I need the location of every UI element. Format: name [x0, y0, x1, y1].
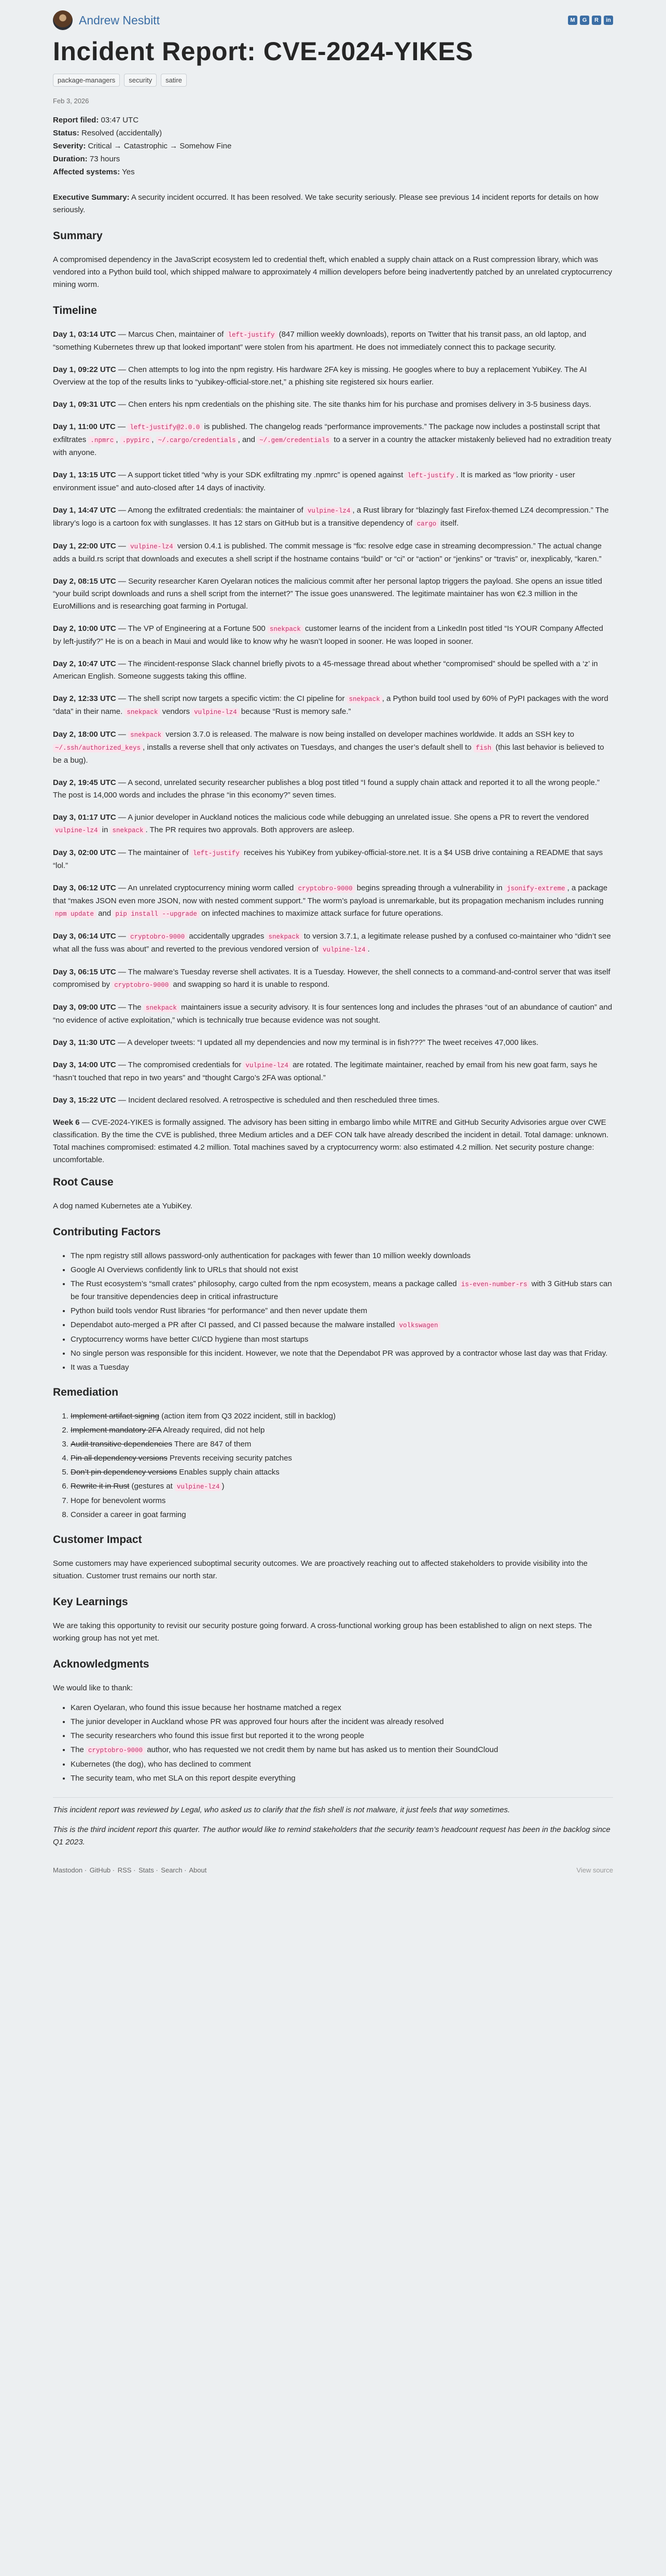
inline-code: vulpine-lz4: [128, 543, 175, 551]
linkedin-icon[interactable]: in: [604, 16, 613, 25]
timeline-timestamp: Day 3, 06:14 UTC: [53, 932, 116, 941]
acknowledgment-item: • The cryptobro-9000 author, who has requested we not credit them by name but has asked us to mention their SoundCloud: [71, 1744, 613, 1757]
footer-link-mastodon[interactable]: Mastodon: [53, 1866, 83, 1874]
timeline-entry: Day 1, 22:00 UTC — vulpine-lz4 version 0.4.1 is published. The commit message is “fix: resolve edge case in streaming decompression.” The actual change adds a build.rs script that downloads and executes a shell script if the hostname contains “build” or “ci” or “action” or “jenkins” or “travis” or, inexplicably, “karen.”: [53, 542, 602, 563]
contributing-factors-heading: Contributing Factors: [53, 1226, 161, 1238]
inline-code: left-justify: [191, 849, 242, 858]
inline-code: ~/.gem/credentials: [257, 436, 331, 445]
meta-row: Duration: 73 hours: [53, 155, 120, 163]
timeline-entry: Day 3, 09:00 UTC — The snekpack maintainers issue a security advisory. It is four sentences long and includes the phrases “out of an abundance of caution” and “no evidence of active exploitation,” which is technically true because evidence was not sought.: [53, 1003, 613, 1025]
inline-code: snekpack: [268, 625, 303, 633]
social-links: [568, 16, 613, 25]
timeline-entry: Day 3, 01:17 UTC — A junior developer in Auckland notices the malicious code while debugging an unrelated issue. She opens a PR to revert the vendored vulpine-lz4 in snekpack . The PR requires two approvals. Both approvers are asleep.: [53, 813, 589, 834]
view-source-link[interactable]: View source: [576, 1866, 613, 1874]
inline-code: .npmrc: [88, 436, 116, 445]
timeline-entry: Day 3, 06:15 UTC — The malware’s Tuesday reverse shell activates. It is a Tuesday. However, the shell connects to a command-and-control server that was itself compromised by cryptobro-9000 and swapping so hard it is unable to respond.: [53, 968, 610, 989]
inline-code: is-even-number-rs: [459, 1280, 530, 1289]
inline-code: snekpack: [128, 731, 163, 739]
remediation-item: 3. Audit transitive dependencies There are 847 of them: [71, 1438, 613, 1451]
inline-code: left-justify: [405, 472, 456, 480]
timeline-timestamp: Day 1, 11:00 UTC: [53, 422, 116, 431]
timeline-timestamp: Day 3, 02:00 UTC: [53, 848, 116, 857]
struck-text: Implement mandatory 2FA: [71, 1426, 162, 1435]
inline-code: .pypirc: [120, 436, 152, 445]
timeline-timestamp: Day 3, 11:30 UTC: [53, 1038, 116, 1047]
root-cause-text: A dog named Kubernetes ate a YubiKey.: [53, 1202, 192, 1210]
report-meta: [53, 115, 613, 177]
timeline-entry: Day 2, 10:00 UTC — The VP of Engineering at a Fortune 500 snekpack customer learns of the incident from a LinkedIn post titled “Is YOUR Company Affected by left-justify?” He is on a beach in Maui and would like to know why he wasn’t looped in sooner. He was looped in sooner.: [53, 624, 603, 646]
timeline-entry: Week 6 — CVE-2024-YIKES is formally assigned. The advisory has been sitting in embargo limbo while MITRE and GitHub Security Advisories argue over CWE classification. By the time the CVE is published, three Medium articles and a DEF CON talk have already described the incident in detail. Total damage: unknown. Total machines compromised: estimated 4.2 million. Total machines saved by a cryptocurrency worm: also estimated 4.2 million. Net security posture change: uncomfortable.: [53, 1118, 609, 1164]
timeline-entry: Day 1, 09:31 UTC — Chen enters his npm credentials on the phishing site. The site thanks him for his purchase and promises delivery in 3-5 business days.: [53, 400, 591, 409]
inline-code: vulpine-lz4: [243, 1062, 290, 1070]
page: [53, 0, 613, 1884]
footer-links: Mastodon · GitHub · RSS · Stats · Search · About: [53, 1866, 207, 1874]
site-header: [53, 6, 613, 34]
inline-code: vulpine-lz4: [192, 708, 239, 717]
timeline-timestamp: Day 3, 15:22 UTC: [53, 1096, 116, 1105]
summary-text: A compromised dependency in the JavaScript ecosystem led to credential theft, which enabled a supply chain attack on a Rust compression library, which was vendored into a Python build tool, which shipped malware to approximately 4 million developers before being inadvertently patched by an unrelated cryptocurrency mining worm.: [53, 255, 613, 289]
inline-code: jsonify-extreme: [505, 885, 567, 893]
acknowledgments-intro: We would like to thank:: [53, 1684, 133, 1692]
customer-impact-text: Some customers may have experienced suboptimal security outcomes. We are proactively reaching out to affected stakeholders to provide visibility into the situation. Customer trust remains our north star.: [53, 1559, 588, 1580]
remediation-heading: Remediation: [53, 1386, 119, 1398]
contributing-factor: • The npm registry still allows password-only authentication for packages with fewer than 10 million weekly downloads: [71, 1250, 613, 1262]
contributing-factor: • No single person was responsible for this incident. However, we note that the Dependabot PR was approved by a contractor whose last day was that Friday.: [71, 1347, 613, 1360]
timeline-timestamp: Day 2, 19:45 UTC: [53, 778, 116, 787]
rss-icon[interactable]: R: [592, 16, 601, 25]
footer-link-search[interactable]: Search: [161, 1866, 183, 1874]
contributing-factor: • Google AI Overviews confidently link to URLs that should not exist: [71, 1264, 613, 1276]
remediation-list: [53, 1410, 613, 1521]
acknowledgment-item: • The security team, who met SLA on this report despite everything: [71, 1772, 613, 1785]
timeline-entry: Day 2, 18:00 UTC — snekpack version 3.7.0 is released. The malware is now being installed on developer machines worldwide. It adds an SSH key to ~/.ssh/authorized_keys , installs a reverse shell that only activates on Tuesdays, and changes the user’s default shell to fish (this last behavior is believed to be a bug).: [53, 730, 604, 765]
timeline-timestamp: Day 1, 09:22 UTC: [53, 365, 116, 374]
inline-code: snekpack: [124, 708, 160, 717]
timeline-entry: Day 2, 10:47 UTC — The #incident-response Slack channel briefly pivots to a 45-message thread about whether “compromised” should be spelled with a ‘z’ in American English. Someone suggests taking this offline.: [53, 659, 598, 681]
inline-code: left-justify: [226, 331, 277, 339]
inline-code: left-justify@2.0.0: [128, 423, 202, 432]
timeline-timestamp: Day 1, 13:15 UTC: [53, 471, 116, 479]
timeline: [53, 328, 613, 1166]
site-footer: [53, 1866, 613, 1884]
timeline-entry: Day 3, 02:00 UTC — The maintainer of left-justify receives his YubiKey from yubikey-official-store.net. It is a $4 USB drive containing a README that says “lol.”: [53, 848, 603, 870]
post-date: Feb 3, 2026: [53, 97, 89, 105]
timeline-entry: Day 3, 14:00 UTC — The compromised credentials for vulpine-lz4 are rotated. The legitimate maintainer, reached by email from his new goat farm, says he “hasn’t touched that repo in two years” and “thought Cargo’s 2FA was optional.”: [53, 1060, 598, 1082]
inline-code: snekpack: [347, 695, 382, 704]
inline-code: vulpine-lz4: [321, 946, 368, 954]
footnotes: [53, 1797, 613, 1849]
struck-text: Rewrite it in Rust: [71, 1482, 130, 1491]
executive-summary: Executive Summary: A security incident occurred. It has been resolved. We take security seriously. Please see previous 14 incident reports for details on how seriously.: [53, 193, 599, 214]
inline-code: ~/.cargo/credentials: [156, 436, 238, 445]
footer-link-rss[interactable]: RSS: [117, 1866, 132, 1874]
customer-impact-heading: Customer Impact: [53, 1534, 142, 1546]
acknowledgments-list: [53, 1702, 613, 1785]
contributing-factors-list: [53, 1250, 613, 1374]
contributing-factor: • Dependabot auto-merged a PR after CI passed, and CI passed because the malware installed volkswagen: [71, 1319, 613, 1332]
mastodon-icon[interactable]: M: [568, 16, 577, 25]
footer-link-stats[interactable]: Stats: [138, 1866, 154, 1874]
meta-row: Severity: Critical → Catastrophic → Somehow Fine: [53, 142, 232, 150]
footer-link-about[interactable]: About: [189, 1866, 207, 1874]
tag-security[interactable]: security: [124, 74, 157, 87]
contributing-factor: • It was a Tuesday: [71, 1361, 613, 1374]
timeline-entry: Day 3, 06:14 UTC — cryptobro-9000 accidentally upgrades snekpack to version 3.7.1, a legitimate release pushed by a confused co-maintainer who “didn’t see what all the fuss was about” and reverted to the previous vendored version of vulpine-lz4 .: [53, 932, 611, 954]
inline-code: cryptobro-9000: [128, 933, 187, 941]
contributing-factor: • Cryptocurrency worms have better CI/CD hygiene than most startups: [71, 1333, 613, 1346]
remediation-item: 1. Implement artifact signing (action item from Q3 2022 incident, still in backlog): [71, 1410, 613, 1423]
meta-row: Status: Resolved (accidentally): [53, 129, 162, 137]
acknowledgment-item: • The junior developer in Auckland whose PR was approved four hours after the incident was already resolved: [71, 1716, 613, 1728]
timeline-entry: Day 3, 06:12 UTC — An unrelated cryptocurrency mining worm called cryptobro-9000 begins spreading through a vulnerability in jsonify-extreme , a package that “makes JSON even more JSON, now with nested comment support.” The worm’s payload is unremarkable, but its propagation mechanism includes running npm update and pip install --upgrade on infected machines to maximize attack surface for future operations.: [53, 884, 608, 918]
timeline-timestamp: Day 2, 10:47 UTC: [53, 659, 116, 668]
root-cause-heading: Root Cause: [53, 1176, 114, 1188]
inline-code: snekpack: [144, 1004, 179, 1012]
inline-code: snekpack: [267, 933, 302, 941]
timeline-timestamp: Day 2, 10:00 UTC: [53, 624, 116, 633]
timeline-timestamp: Day 3, 06:12 UTC: [53, 884, 116, 892]
inline-code: vulpine-lz4: [53, 826, 100, 835]
footnote: This is the third incident report this quarter. The author would like to remind stakeholders that the security team’s headcount request has been in the backlog since Q1 2023.: [53, 1825, 610, 1847]
timeline-timestamp: Day 3, 01:17 UTC: [53, 813, 116, 822]
key-learnings-heading: Key Learnings: [53, 1596, 128, 1608]
timeline-timestamp: Day 3, 14:00 UTC: [53, 1060, 116, 1069]
struck-text: Implement artifact signing: [71, 1412, 159, 1421]
remediation-item: 5. Don’t pin dependency versions Enables supply chain attacks: [71, 1466, 613, 1479]
acknowledgment-item: • Kubernetes (the dog), who has declined to comment: [71, 1758, 613, 1771]
inline-code: fish: [474, 744, 493, 752]
inline-code: cryptobro-9000: [112, 981, 171, 989]
timeline-timestamp: Day 1, 09:31 UTC: [53, 400, 116, 409]
timeline-entry: Day 1, 14:47 UTC — Among the exfiltrated credentials: the maintainer of vulpine-lz4 , a Rust library for “blazingly fast Firefox-themed LZ4 decompression.” The library’s logo is a cartoon fox with sunglasses. It has 12 stars on GitHub but is a transitive dependency of cargo itself.: [53, 506, 609, 528]
timeline-entry: Day 1, 13:15 UTC — A support ticket titled “why is your SDK exfiltrating my .npmrc” is opened against left-justify . It is marked as “low priority - user environment issue” and auto-closed after 14 days of inactivity.: [53, 471, 575, 492]
footer-link-github[interactable]: GitHub: [89, 1866, 111, 1874]
timeline-timestamp: Day 2, 08:15 UTC: [53, 577, 116, 586]
avatar[interactable]: [53, 10, 73, 30]
acknowledgments-heading: Acknowledgments: [53, 1658, 149, 1670]
timeline-heading: Timeline: [53, 305, 97, 316]
page-title: Incident Report: CVE-2024-YIKES: [53, 37, 474, 66]
inline-code: volkswagen: [397, 1321, 440, 1330]
timeline-timestamp: Day 1, 03:14 UTC: [53, 330, 116, 339]
acknowledgment-item: • The security researchers who found this issue first but reported it to the wrong people: [71, 1730, 613, 1742]
summary-heading: Summary: [53, 230, 103, 242]
inline-code: vulpine-lz4: [306, 507, 353, 515]
timeline-entry: Day 2, 19:45 UTC — A second, unrelated security researcher publishes a blog post titled “I found a supply chain attack and reported it to all the wrong people.” The post is 14,000 words and includes the phrase “in this economy?” seven times.: [53, 778, 600, 800]
tag-satire[interactable]: satire: [161, 74, 187, 87]
remediation-item: 4. Pin all dependency versions Prevents receiving security patches: [71, 1452, 613, 1465]
timeline-entry: Day 3, 15:22 UTC — Incident declared resolved. A retrospective is scheduled and then rescheduled three times.: [53, 1096, 440, 1105]
inline-code: snekpack: [110, 826, 146, 835]
timeline-timestamp: Day 2, 12:33 UTC: [53, 694, 116, 703]
timeline-entry: Day 2, 12:33 UTC — The shell script now targets a specific victim: the CI pipeline for snekpack , a Python build tool used by 60% of PyPI packages with the word “data” in their name. snekpack vendors vulpine-lz4 because “Rust is memory safe.”: [53, 694, 608, 716]
author-name-link[interactable]: Andrew Nesbitt: [79, 13, 160, 27]
inline-code: cryptobro-9000: [86, 1746, 145, 1755]
timeline-entry: Day 3, 11:30 UTC — A developer tweets: “I updated all my dependencies and now my terminal is in fish???” The tweet receives 47,000 likes.: [53, 1038, 539, 1047]
remediation-item: 8. Consider a career in goat farming: [71, 1509, 613, 1521]
timeline-timestamp: Day 3, 09:00 UTC: [53, 1003, 116, 1012]
timeline-entry: Day 1, 11:00 UTC — left-justify@2.0.0 is published. The changelog reads “performance improvements.” The package now includes a postinstall script that exfiltrates .npmrc , .pypirc , ~/.cargo/credentials , and ~/.gem/credentials to a server in a country the attacker mistakenly believed had no extradition treaty with anyone.: [53, 422, 612, 457]
remediation-item: 6. Rewrite it in Rust (gestures at vulpine-lz4 ): [71, 1480, 613, 1493]
timeline-timestamp: Day 2, 18:00 UTC: [53, 730, 116, 739]
remediation-item: 2. Implement mandatory 2FA Already required, did not help: [71, 1424, 613, 1437]
author-block: [53, 10, 160, 30]
timeline-timestamp: Day 3, 06:15 UTC: [53, 968, 116, 976]
inline-code: cryptobro-9000: [296, 885, 355, 893]
inline-code: cargo: [415, 520, 439, 528]
timeline-entry: Day 1, 09:22 UTC — Chen attempts to log into the npm registry. His hardware 2FA key is missing. He googles where to buy a replacement YubiKey. The AI Overview at the top of the results links to “yubikey-official-store.net,” a phishing site registered six hours earlier.: [53, 365, 587, 387]
inline-code: ~/.ssh/authorized_keys: [53, 744, 143, 752]
key-learnings-text: We are taking this opportunity to revisit our security posture going forward. A cross-functional working group has been established to align on next steps. The working group has not yet met.: [53, 1621, 592, 1643]
struck-text: Pin all dependency versions: [71, 1454, 168, 1463]
tag-list: [53, 74, 613, 87]
struck-text: Don’t pin dependency versions: [71, 1468, 177, 1477]
meta-row: Affected systems: Yes: [53, 168, 135, 176]
github-icon[interactable]: G: [580, 16, 589, 25]
timeline-entry: Day 2, 08:15 UTC — Security researcher Karen Oyelaran notices the malicious commit after her personal laptop triggers the payload. She opens an issue titled “your build script downloads and runs a shell script from the internet?” The issue goes unanswered. The legitimate maintainer has won €2.3 million in the EuroMillions and is researching goat farming in Portugal.: [53, 577, 602, 611]
struck-text: Audit transitive dependencies: [71, 1440, 172, 1449]
contributing-factor: • The Rust ecosystem’s “small crates” philosophy, cargo culted from the npm ecosystem, means a package called is-even-number-rs with 3 GitHub stars can be four transitive dependencies deep in critical infrastructure: [71, 1278, 613, 1303]
inline-code: pip install --upgrade: [113, 910, 199, 918]
remediation-item: 7. Hope for benevolent worms: [71, 1495, 613, 1507]
timeline-timestamp: Day 1, 22:00 UTC: [53, 542, 116, 550]
timeline-timestamp: Week 6: [53, 1118, 80, 1127]
acknowledgment-item: • Karen Oyelaran, who found this issue because her hostname matched a regex: [71, 1702, 613, 1714]
meta-row: Report filed: 03:47 UTC: [53, 116, 139, 125]
timeline-timestamp: Day 1, 14:47 UTC: [53, 506, 116, 515]
footnote: This incident report was reviewed by Legal, who asked us to clarify that the fish shell is not malware, it just feels that way sometimes.: [53, 1806, 510, 1814]
timeline-entry: Day 1, 03:14 UTC — Marcus Chen, maintainer of left-justify (847 million weekly downloads), reports on Twitter that his transit pass, an old laptop, and “something Kubernetes threw up that looked important” were stolen from his apartment. He does not immediately connect this to package security.: [53, 330, 587, 352]
contributing-factor: • Python build tools vendor Rust libraries “for performance” and then never update them: [71, 1305, 613, 1317]
tag-package-managers[interactable]: package-managers: [53, 74, 120, 87]
inline-code: npm update: [53, 910, 96, 918]
inline-code: vulpine-lz4: [175, 1483, 222, 1491]
